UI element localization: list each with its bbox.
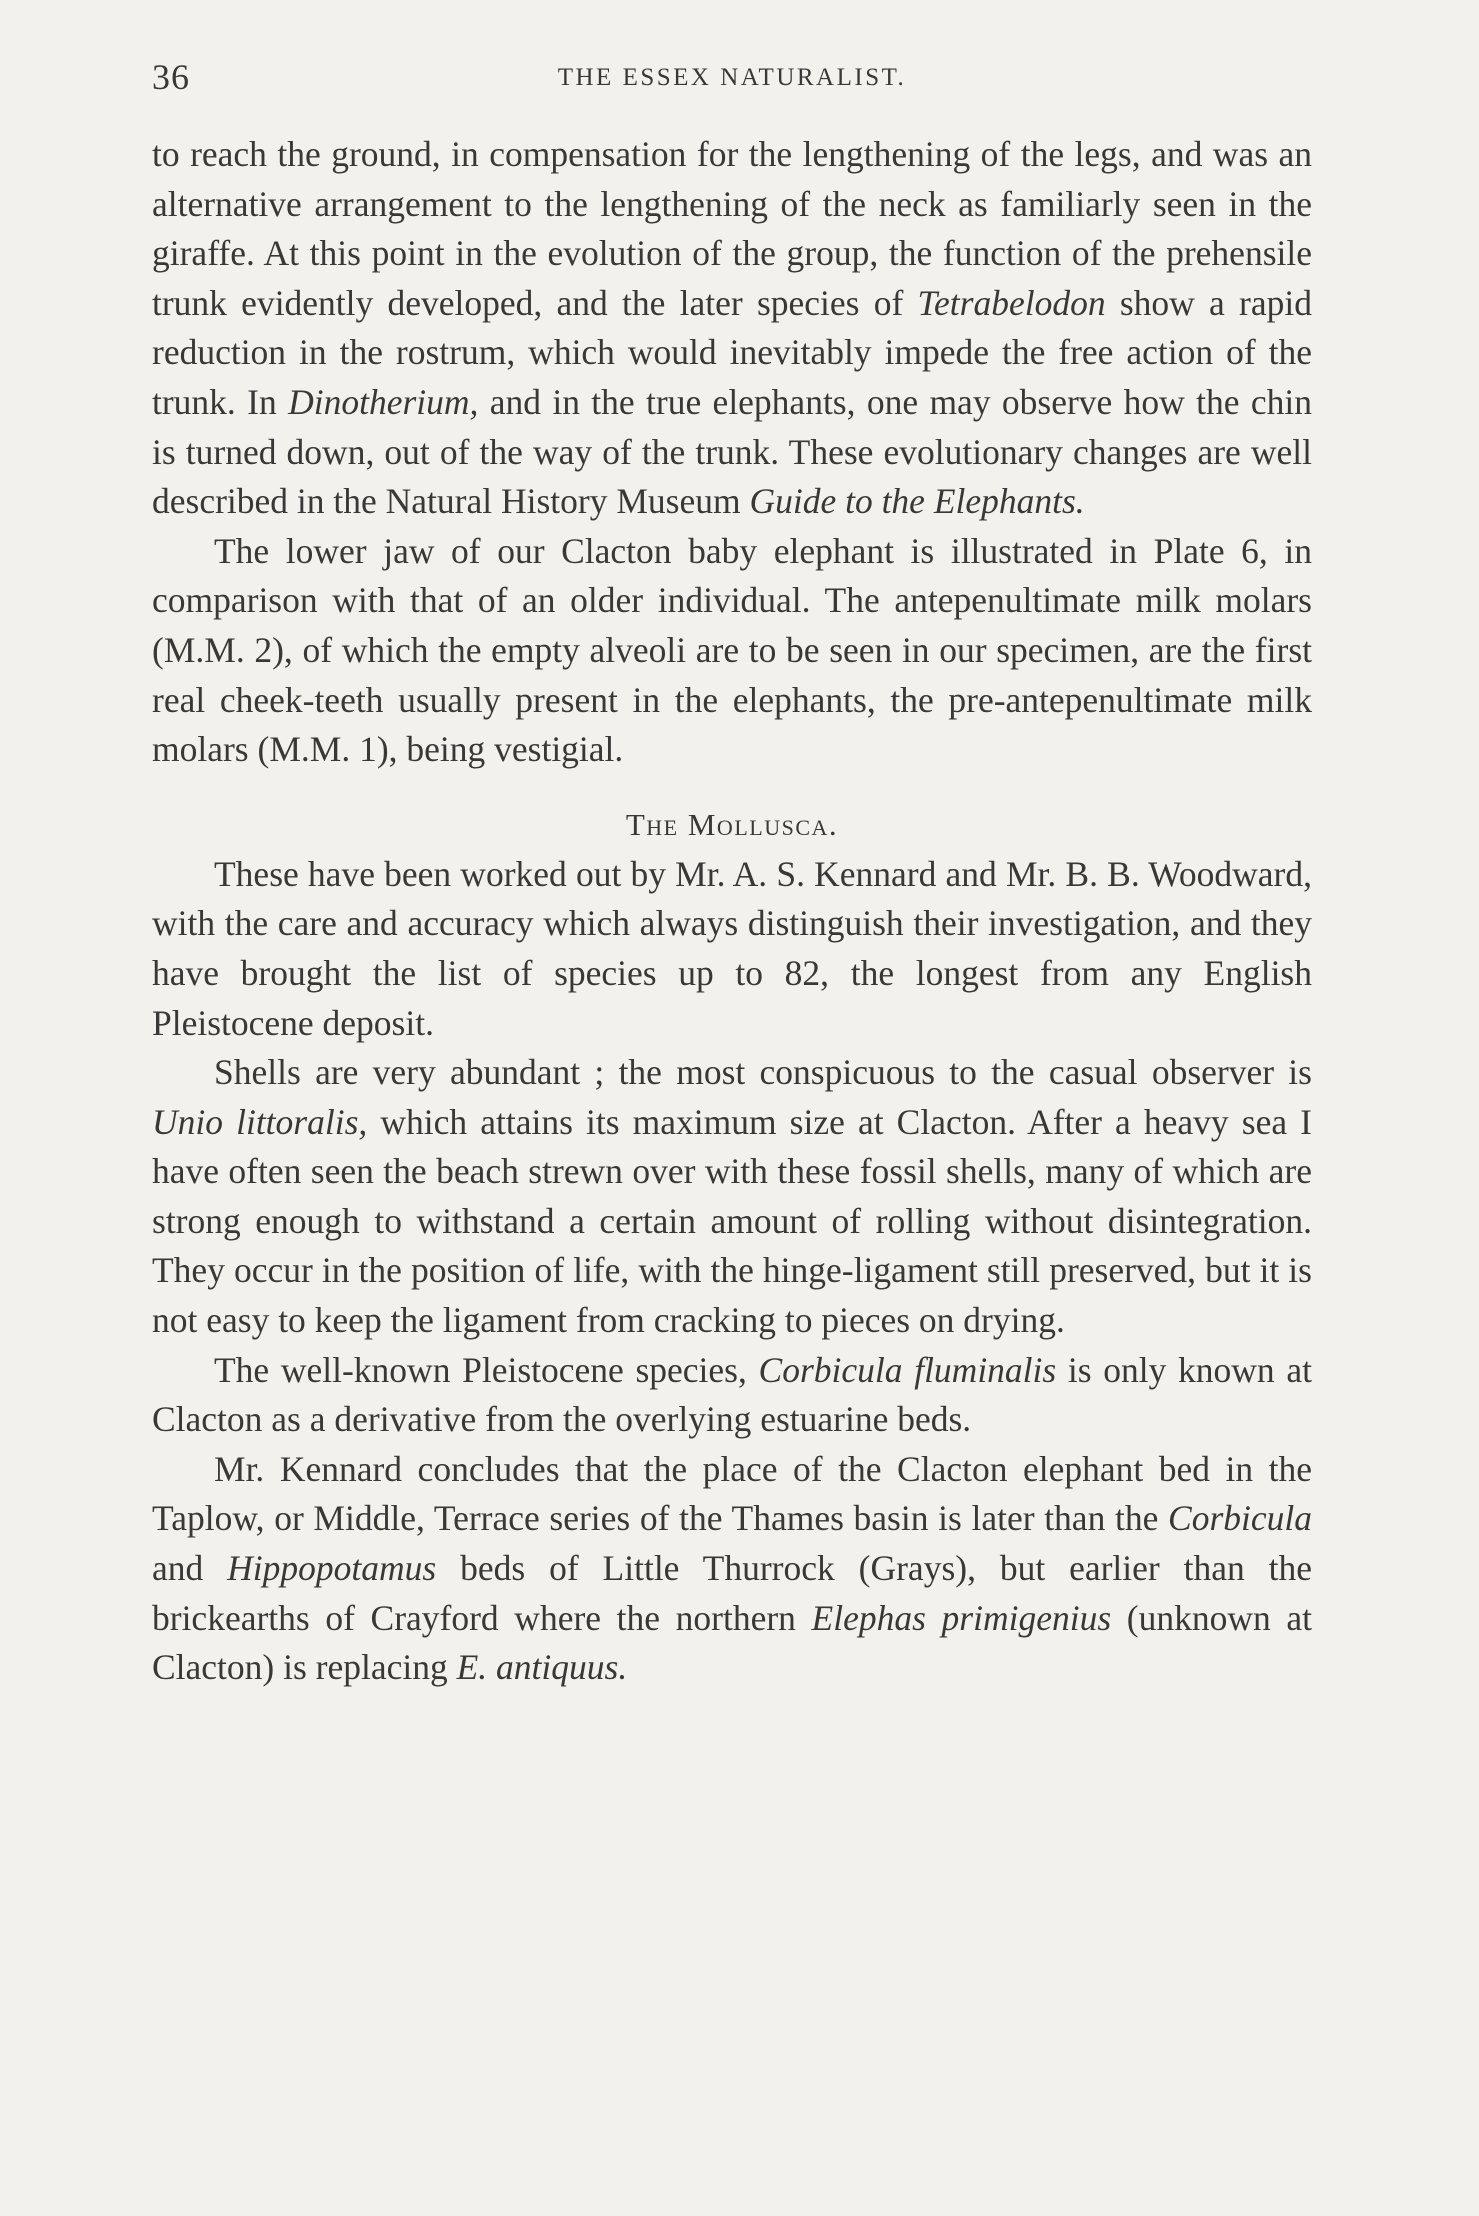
paragraph xyxy=(152,527,1312,775)
text-run: and xyxy=(152,1548,228,1589)
italic-text: Tetrabelodon xyxy=(917,282,1106,323)
text-run: beds of Little Thurrock (Grays), but earlier than the brickearths of Crayford where the northern xyxy=(152,1548,1312,1638)
text-run: is only known at Clacton as a derivative from the overlying estuarine beds. xyxy=(152,1349,1312,1440)
page-header xyxy=(152,56,1312,106)
text-run: which attains its maximum size at Clacton. After a heavy sea I have often seen the beach strewn over with these fossil shells, many of which are strong enough to withstand a certain amount of rolling without disintegration. They occur in the position of life, with the hinge-ligament still preserved, but it is not easy to keep the ligament from cracking to pieces on drying. xyxy=(152,1101,1313,1341)
italic-text: Hippopotamus xyxy=(227,1548,437,1589)
text-run: (unknown at Clacton) is replacing xyxy=(152,1597,1312,1688)
text-run: Shells are very abundant ; the most conspicuous to the casual observer is xyxy=(214,1052,1312,1093)
paragraph xyxy=(152,1346,1312,1445)
text-run: Mr. Kennard concludes that the place of the Clacton elephant bed in the Taplow, or Middle, Terrace series of the Thames basin is later than the xyxy=(152,1448,1312,1539)
paragraph xyxy=(152,1048,1312,1346)
italic-text: Unio littoralis, xyxy=(152,1101,368,1142)
italic-text: Corbicula fluminalis xyxy=(758,1349,1057,1390)
page-number: 36 xyxy=(152,57,190,97)
paragraph xyxy=(152,1445,1312,1693)
section-heading: The Mollusca. xyxy=(625,806,839,842)
paragraph xyxy=(152,130,1312,527)
text-run: The well-known Pleistocene species, xyxy=(214,1349,759,1390)
italic-text: Elephas primigenius xyxy=(811,1597,1112,1638)
page-body xyxy=(152,130,1312,1693)
text-run: show a rapid reduction in the rostrum, which would inevitably impede the free action of the trunk. In xyxy=(152,282,1312,422)
italic-text: E. antiquus. xyxy=(456,1647,628,1688)
text-run: These have been worked out by Mr. A. S. Kennard and Mr. B. B. Woodward, with the care and accuracy which always distinguish their investigation, and they have brought the list of species up to 82, the longest from any English Pleistocene deposit. xyxy=(152,853,1312,1043)
paragraph xyxy=(152,850,1312,1048)
italic-text: Dinotherium, xyxy=(288,381,479,422)
running-title: THE ESSEX NATURALIST. xyxy=(557,64,907,91)
text-run: to reach the ground, in compensation for the lengthening of the legs, and was an alternative arrangement to the lengthening of the neck as familiarly seen in the giraffe. At this point in the evolution of the group, the function of the prehensile trunk evidently developed, and the later species of xyxy=(152,134,1312,323)
italic-text: Corbicula xyxy=(1168,1498,1312,1539)
text-run: The lower jaw of our Clacton baby elephant is illustrated in Plate 6, in comparison with that of an older individual. The antepenultimate milk molars (M.M. 2), of which the empty alveoli are to be seen in our specimen, are the first real cheek-teeth usually present in the elephants, the pre-antepenultimate milk molars (M.M. 1), being vestigial. xyxy=(152,530,1312,770)
italic-text: Guide to the Elephants. xyxy=(749,481,1085,522)
text-run: and in the true elephants, one may observe how the chin is turned down, out of the way of the trunk. These evolutionary changes are well described in the Natural History Museum xyxy=(152,381,1312,522)
